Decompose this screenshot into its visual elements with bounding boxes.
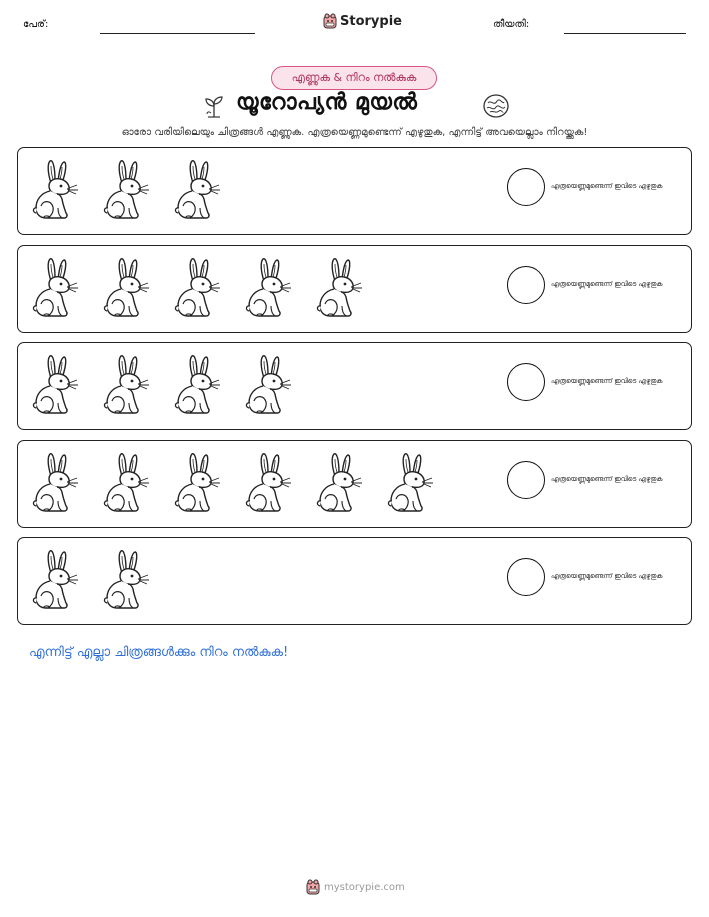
answer-hint: എത്രയെണ്ണമുണ്ടെന്ന് ഇവിടെ എഴുതുക — [551, 182, 663, 190]
rabbit-icon[interactable] — [170, 353, 226, 415]
site-url: mystorypie.com — [324, 881, 405, 893]
date-label: തീയതി: — [493, 19, 530, 30]
storypie-mascot-icon — [306, 879, 320, 895]
rabbit-icon[interactable] — [241, 256, 297, 318]
storypie-mascot-icon — [323, 13, 337, 29]
rabbit-icon[interactable] — [312, 451, 368, 513]
rabbit-icon[interactable] — [99, 451, 155, 513]
scribble-icon — [482, 93, 510, 119]
answer-circle[interactable] — [507, 461, 545, 499]
date-line[interactable] — [564, 33, 686, 34]
name-label: പേര്: — [23, 19, 49, 30]
answer-hint: എത്രയെണ്ണമുണ്ടെന്ന് ഇവിടെ എഴുതുക — [551, 279, 663, 288]
answer-circle[interactable] — [507, 168, 545, 206]
counting-row — [17, 440, 692, 528]
answer-circle[interactable] — [507, 363, 545, 401]
answer-hint: എത്രയെണ്ണമുണ്ടെന്ന് ഇവിടെ എഴുതുക — [551, 377, 663, 385]
color-instruction: എന്നിട്ട് എല്ലാ ചിത്രങ്ങൾക്കും നിറം നൽകുക! — [29, 645, 289, 660]
worksheet-header — [0, 0, 709, 44]
counting-row — [17, 245, 692, 333]
name-line[interactable] — [100, 33, 255, 34]
rabbit-icon[interactable] — [28, 353, 84, 415]
rabbit-icon[interactable] — [312, 256, 368, 318]
rabbit-icon[interactable] — [170, 256, 226, 318]
rabbit-icon[interactable] — [99, 158, 155, 220]
rabbit-icon[interactable] — [241, 353, 297, 415]
rabbit-icon[interactable] — [170, 158, 226, 220]
rabbit-icon[interactable] — [170, 451, 226, 513]
page-title: യൂറോപ്യൻ മുയൽ — [236, 90, 418, 115]
answer-hint: എത്രയെണ്ണമുണ്ടെന്ന് ഇവിടെ എഴുതുക — [551, 572, 663, 580]
answer-hint: എത്രയെണ്ണമുണ്ടെന്ന് ഇവിടെ എഴുതുക — [551, 474, 663, 483]
rabbit-icon[interactable] — [241, 451, 297, 513]
rabbit-icon[interactable] — [99, 256, 155, 318]
sprout-icon — [201, 93, 227, 119]
brand-logo — [323, 13, 402, 29]
title-row — [0, 88, 709, 122]
site-footer — [306, 879, 405, 895]
brand-name: Storypie — [340, 13, 402, 29]
activity-badge: എണ്ണുക & നിറം നൽകുക — [271, 66, 437, 90]
rabbit-icon[interactable] — [99, 548, 155, 610]
counting-row — [17, 537, 692, 625]
rabbit-icon[interactable] — [28, 451, 84, 513]
rabbit-icon[interactable] — [28, 256, 84, 318]
answer-circle[interactable] — [507, 558, 545, 596]
rabbit-icon[interactable] — [28, 158, 84, 220]
counting-row — [17, 342, 692, 430]
answer-circle[interactable] — [507, 266, 545, 304]
rabbit-icon[interactable] — [99, 353, 155, 415]
rabbit-icon[interactable] — [383, 451, 439, 513]
instructions: ഓരോ വരിയിലെയും ചിത്രങ്ങൾ എണ്ണുക. എത്രയെണ്ണമുണ്ടെന്ന് എഴുതുക, എന്നിട്ട് അവയെല്ലാം നിറയ്ക്കുക! — [121, 127, 588, 138]
counting-row — [17, 147, 692, 235]
rabbit-icon[interactable] — [28, 548, 84, 610]
